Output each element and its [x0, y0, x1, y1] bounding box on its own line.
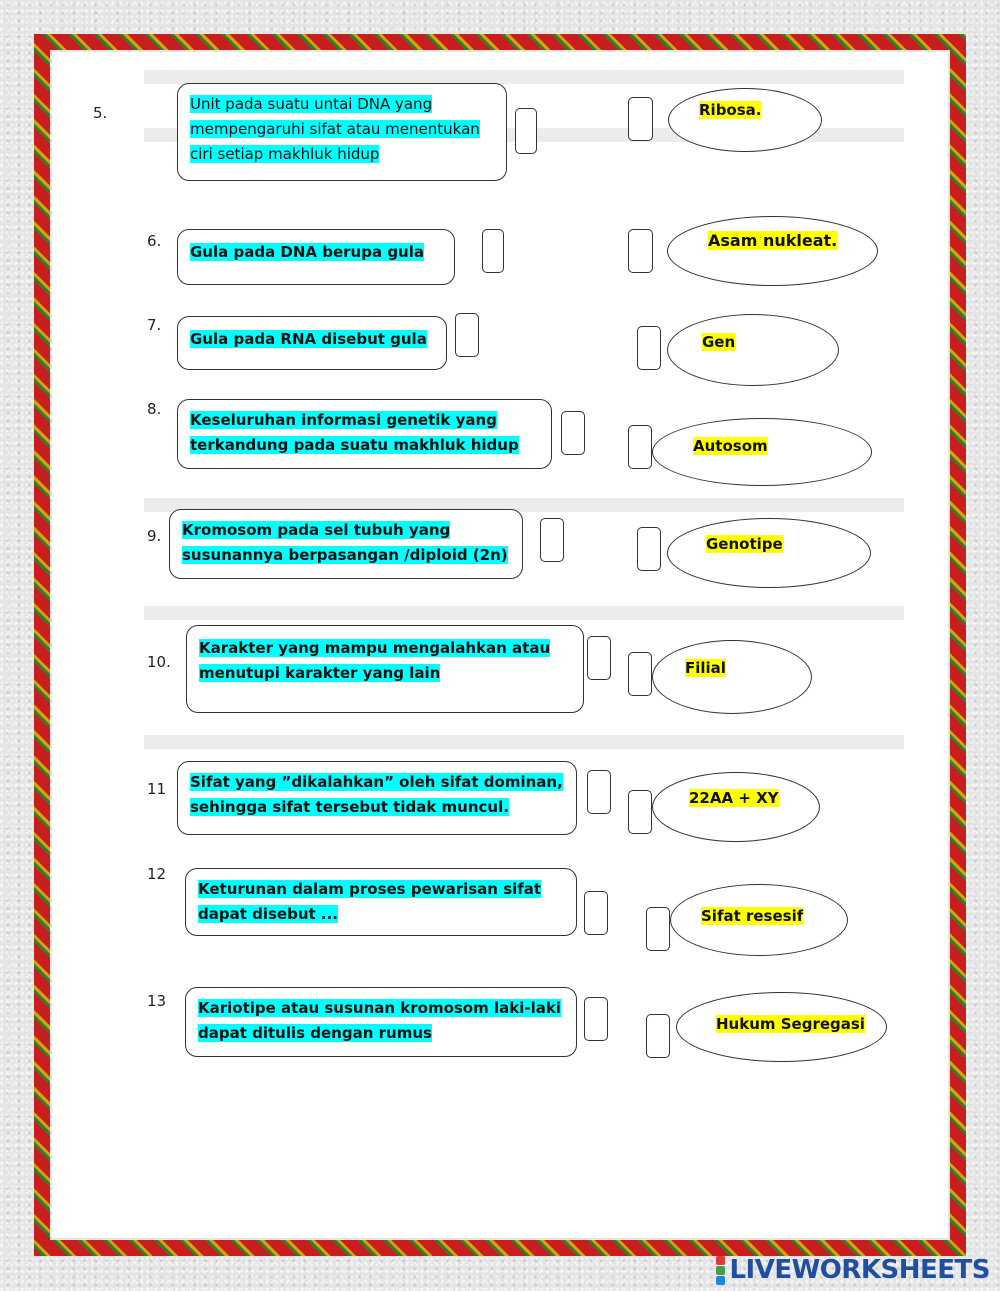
answer-ellipse[interactable]	[652, 640, 812, 714]
answer-text: Filial	[685, 659, 726, 677]
question-text: Kromosom pada sel tubuh yang susunannya berpasangan /diploid (2n)	[182, 521, 508, 564]
answer-text: Gen	[702, 333, 736, 351]
item-number: 5.	[93, 104, 108, 122]
answer-text: Sifat resesif	[701, 907, 804, 925]
question-drop-slot[interactable]	[561, 411, 585, 455]
question-text: Sifat yang ”dikalahkan” oleh sifat dominan, sehingga sifat tersebut tidak muncul.	[190, 773, 563, 816]
item-number: 10.	[147, 653, 171, 671]
logo-square	[716, 1266, 725, 1275]
liveworksheets-logo	[716, 1254, 990, 1286]
question-box	[177, 229, 455, 285]
answer-ellipse[interactable]	[676, 992, 887, 1062]
question-text: Karakter yang mampu mengalahkan atau menutupi karakter yang lain	[199, 639, 551, 682]
question-box	[186, 625, 584, 713]
answer-drag-handle[interactable]	[646, 1014, 670, 1058]
answer-drag-handle[interactable]	[628, 229, 653, 273]
question-text: Keturunan dalam proses pewarisan sifat dapat disebut ...	[198, 880, 542, 923]
question-box	[177, 83, 507, 181]
question-box	[185, 987, 577, 1057]
question-drop-slot[interactable]	[587, 770, 611, 814]
answer-ellipse[interactable]	[668, 88, 822, 152]
answer-text: Genotipe	[706, 535, 783, 553]
answer-text: Autosom	[693, 437, 768, 455]
question-drop-slot[interactable]	[540, 518, 564, 562]
answer-text: Asam nukleat.	[708, 231, 838, 250]
question-drop-slot[interactable]	[584, 997, 608, 1041]
answer-drag-handle[interactable]	[628, 652, 652, 696]
question-drop-slot[interactable]	[515, 108, 537, 154]
answer-drag-handle[interactable]	[637, 527, 661, 571]
answer-drag-handle[interactable]	[628, 97, 653, 141]
answer-ellipse[interactable]	[670, 884, 848, 956]
answer-ellipse[interactable]	[652, 772, 820, 842]
answer-ellipse[interactable]	[652, 418, 872, 486]
answer-ellipse[interactable]	[667, 216, 878, 286]
question-box	[177, 316, 447, 370]
background-band	[144, 735, 904, 749]
item-number: 7.	[147, 316, 162, 334]
answer-drag-handle[interactable]	[646, 907, 670, 951]
question-drop-slot[interactable]	[482, 229, 504, 273]
answer-drag-handle[interactable]	[628, 790, 652, 834]
question-box	[169, 509, 523, 579]
answer-drag-handle[interactable]	[637, 326, 661, 370]
question-text: Gula pada RNA disebut gula	[190, 330, 427, 348]
question-drop-slot[interactable]	[587, 636, 611, 680]
logo-square	[716, 1256, 725, 1265]
question-text: Unit pada suatu untai DNA yang mempengaruhi sifat atau menentukan ciri setiap makhluk hidup	[190, 95, 480, 163]
item-number: 6.	[147, 232, 162, 250]
question-box	[177, 399, 552, 469]
question-box	[177, 761, 577, 835]
answer-ellipse[interactable]	[667, 518, 871, 588]
logo-text: LIVEWORKSHEETS	[729, 1255, 990, 1285]
question-box	[185, 868, 577, 936]
background-band	[144, 606, 904, 620]
answer-drag-handle[interactable]	[628, 425, 652, 469]
question-drop-slot[interactable]	[584, 891, 608, 935]
logo-mark-icon	[716, 1256, 725, 1285]
item-number: 11	[147, 780, 167, 798]
item-number: 12	[147, 865, 167, 883]
item-number: 8.	[147, 400, 162, 418]
question-text: Kariotipe atau susunan kromosom laki-laki dapat ditulis dengan rumus	[198, 999, 561, 1042]
question-text: Keseluruhan informasi genetik yang terkandung pada suatu makhluk hidup	[190, 411, 519, 454]
answer-text: Hukum Segregasi	[716, 1015, 865, 1033]
question-text: Gula pada DNA berupa gula	[190, 243, 425, 261]
answer-text: 22AA + XY	[689, 789, 779, 807]
item-number: 9.	[147, 527, 162, 545]
logo-square	[716, 1276, 725, 1285]
question-drop-slot[interactable]	[455, 313, 479, 357]
answer-text: Ribosa.	[699, 101, 762, 119]
answer-ellipse[interactable]	[667, 314, 839, 386]
item-number: 13	[147, 992, 167, 1010]
background-band	[144, 70, 904, 84]
